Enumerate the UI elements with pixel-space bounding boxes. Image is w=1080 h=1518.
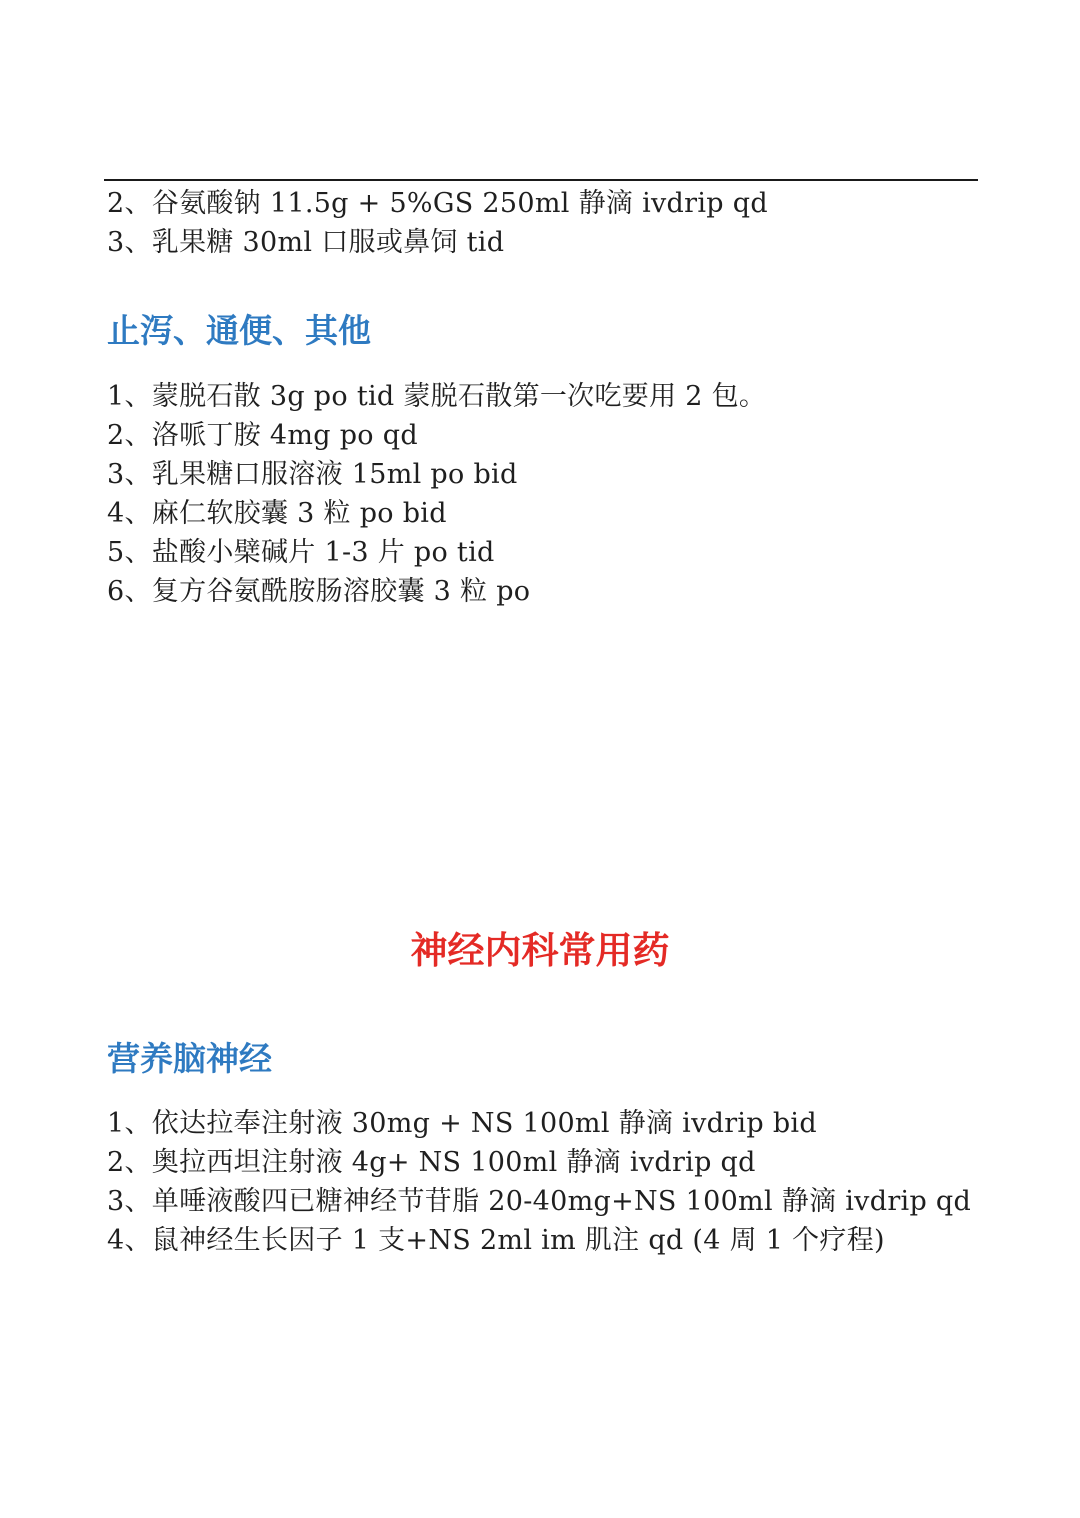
list-item: 4、鼠神经生长因子 1 支+NS 2ml im 肌注 qd (4 周 1 个疗程): [107, 1225, 885, 1256]
list-item: 4、麻仁软胶囊 3 粒 po bid: [107, 498, 447, 529]
top-divider-line: [104, 179, 978, 181]
list-item: 5、盐酸小檗碱片 1-3 片 po tid: [107, 537, 495, 568]
continued-medication-list: [107, 184, 768, 262]
list-item: 2、奥拉西坦注射液 4g+ NS 100ml 静滴 ivdrip qd: [107, 1147, 756, 1178]
nerve-nutrition-medication-list: [107, 1104, 971, 1260]
antidiarrheal-medication-list: [107, 377, 766, 611]
neurology-title: 神经内科常用药: [410, 929, 670, 972]
list-item: 1、蒙脱石散 3g po tid 蒙脱石散第一次吃要用 2 包。: [107, 381, 767, 412]
section-heading-nerve-nutrition: 营养脑神经: [107, 1039, 272, 1078]
list-item: 2、谷氨酸钠 11.5g + 5%GS 250ml 静滴 ivdrip qd: [107, 188, 768, 219]
list-item: 3、乳果糖 30ml 口服或鼻饲 tid: [107, 227, 505, 258]
section-heading-antidiarrheal: 止泻、通便、其他: [107, 311, 371, 350]
list-item: 1、依达拉奉注射液 30mg + NS 100ml 静滴 ivdrip bid: [107, 1108, 817, 1139]
list-item: 6、复方谷氨酰胺肠溶胶囊 3 粒 po: [107, 576, 531, 607]
list-item: 3、单唾液酸四已糖神经节苷脂 20-40mg+NS 100ml 静滴 ivdrip qd: [107, 1186, 972, 1217]
list-item: 3、乳果糖口服溶液 15ml po bid: [107, 459, 518, 490]
list-item: 2、洛哌丁胺 4mg po qd: [107, 420, 418, 451]
